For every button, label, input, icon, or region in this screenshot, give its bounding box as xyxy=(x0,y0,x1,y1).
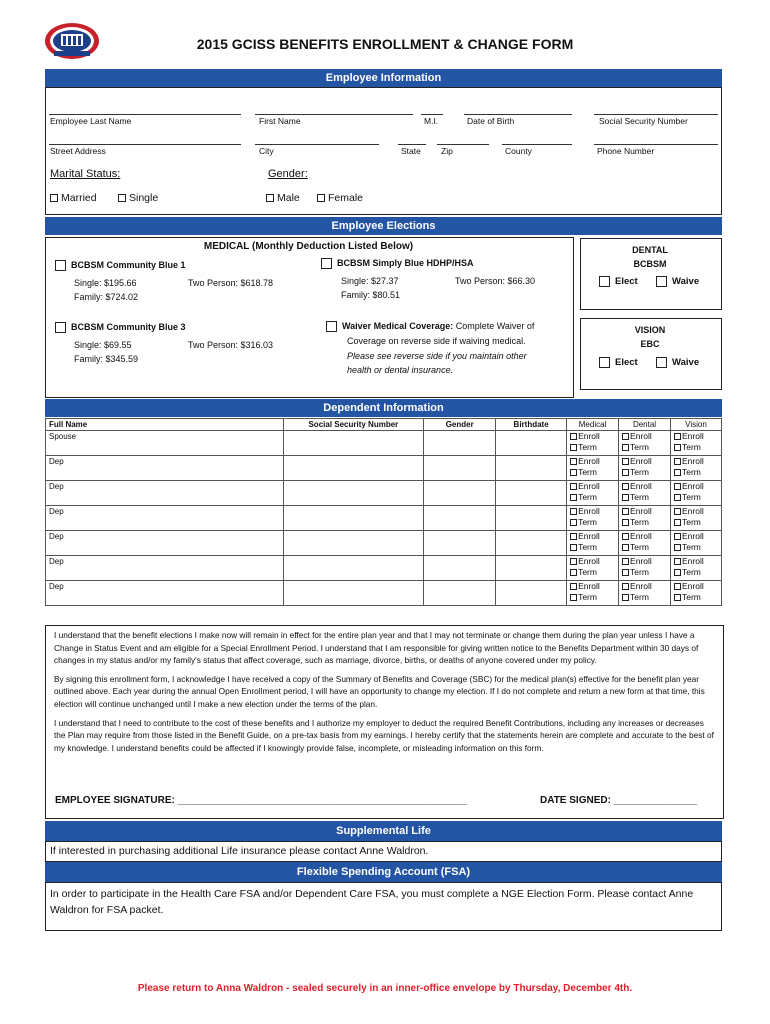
term-option[interactable]: Term xyxy=(570,567,615,578)
enroll-option[interactable]: Enroll xyxy=(622,531,667,542)
dependent-birthdate-cell[interactable] xyxy=(496,431,567,456)
enroll-option[interactable]: Enroll xyxy=(622,481,667,492)
checkbox-icon[interactable] xyxy=(622,469,629,476)
plan2-two: Two Person: $66.30 xyxy=(455,276,536,286)
term-option[interactable]: Term xyxy=(674,517,718,528)
supplemental-text: If interested in purchasing additional Life insurance please contact Anne Waldron. xyxy=(50,845,429,857)
vision-elect[interactable]: Elect xyxy=(599,357,638,368)
checkbox-icon[interactable] xyxy=(622,483,629,490)
checkbox-icon[interactable] xyxy=(118,194,126,202)
vision-choice-cell xyxy=(670,506,721,531)
term-option[interactable]: Term xyxy=(570,467,615,478)
term-option[interactable]: Term xyxy=(674,567,718,578)
vision-choice-cell xyxy=(670,431,721,456)
dental-choice-cell xyxy=(619,531,671,556)
vision-choice-cell xyxy=(670,481,721,506)
checkbox-icon[interactable] xyxy=(570,519,577,526)
dependent-ssn-cell[interactable] xyxy=(283,506,424,531)
col-birthdate: Birthdate xyxy=(496,419,567,431)
dependent-name-cell[interactable]: Dep xyxy=(46,556,284,581)
dependent-name-cell[interactable]: Dep xyxy=(46,506,284,531)
dependent-birthdate-cell[interactable] xyxy=(496,506,567,531)
dependent-gender-cell[interactable] xyxy=(424,456,496,481)
medical-choice-cell xyxy=(567,481,619,506)
checkbox-icon[interactable] xyxy=(656,357,667,368)
vision-sub: EBC xyxy=(640,339,660,349)
checkbox-icon[interactable] xyxy=(622,533,629,540)
checkbox-icon[interactable] xyxy=(674,433,681,440)
enroll-option[interactable]: Enroll xyxy=(674,431,718,442)
plan-community-blue-3[interactable]: BCBSM Community Blue 3 xyxy=(55,322,186,333)
checkbox-icon[interactable] xyxy=(570,508,577,515)
plan2-single: Single: $27.37 xyxy=(341,276,399,286)
married-option[interactable]: Married xyxy=(50,192,97,204)
term-option[interactable]: Term xyxy=(674,542,718,553)
checkbox-icon[interactable] xyxy=(622,558,629,565)
dependent-gender-cell[interactable] xyxy=(424,481,496,506)
label-phone[interactable]: Phone Number xyxy=(597,146,655,156)
term-option[interactable]: Term xyxy=(622,467,667,478)
enroll-option[interactable]: Enroll xyxy=(570,556,615,567)
dental-elect[interactable]: Elect xyxy=(599,276,638,287)
checkbox-icon[interactable] xyxy=(674,533,681,540)
plan1-two: Two Person: $618.78 xyxy=(188,278,274,288)
medical-choice-cell xyxy=(567,581,619,606)
checkbox-icon[interactable] xyxy=(674,519,681,526)
dependent-birthdate-cell[interactable] xyxy=(496,581,567,606)
dependent-birthdate-cell[interactable] xyxy=(496,481,567,506)
table-row xyxy=(46,481,722,506)
dental-choice-cell xyxy=(619,456,671,481)
checkbox-icon[interactable] xyxy=(326,321,337,332)
plan1-single: Single: $195.66 xyxy=(74,278,137,288)
table-row xyxy=(46,456,722,481)
term-option[interactable]: Term xyxy=(622,592,667,603)
col-vision: Vision xyxy=(670,419,721,431)
col-gender: Gender xyxy=(424,419,496,431)
checkbox-icon[interactable] xyxy=(570,458,577,465)
checkbox-icon[interactable] xyxy=(599,357,610,368)
checkbox-icon[interactable] xyxy=(321,258,332,269)
checkbox-icon[interactable] xyxy=(622,458,629,465)
dependent-ssn-cell[interactable] xyxy=(283,581,424,606)
col-full-name: Full Name xyxy=(46,419,284,431)
enroll-option[interactable]: Enroll xyxy=(622,581,667,592)
dental-waive[interactable]: Waive xyxy=(656,276,699,287)
vision-choice-cell xyxy=(670,556,721,581)
dependent-ssn-cell[interactable] xyxy=(283,556,424,581)
dependent-name-cell[interactable]: Dep xyxy=(46,581,284,606)
employee-elections-heading: Employee Elections xyxy=(45,217,722,235)
checkbox-icon[interactable] xyxy=(50,194,58,202)
checkbox-icon[interactable] xyxy=(570,533,577,540)
enroll-option[interactable]: Enroll xyxy=(674,531,718,542)
checkbox-icon[interactable] xyxy=(622,583,629,590)
dependent-ssn-cell[interactable] xyxy=(283,481,424,506)
checkbox-icon[interactable] xyxy=(599,276,610,287)
dental-choice-cell xyxy=(619,431,671,456)
terms-text xyxy=(54,629,716,760)
checkbox-icon[interactable] xyxy=(674,569,681,576)
medical-title: MEDICAL (Monthly Deduction Listed Below) xyxy=(203,241,414,252)
plan3-two: Two Person: $316.03 xyxy=(188,340,274,350)
checkbox-icon[interactable] xyxy=(674,494,681,501)
dental-choice-cell xyxy=(619,506,671,531)
vision-choice-cell xyxy=(670,456,721,481)
medical-choice-cell xyxy=(567,531,619,556)
employee-signature[interactable]: EMPLOYEE SIGNATURE: ____________________________________________________ xyxy=(55,795,467,806)
dependent-gender-cell[interactable] xyxy=(424,581,496,606)
checkbox-icon[interactable] xyxy=(570,444,577,451)
checkbox-icon[interactable] xyxy=(622,494,629,501)
table-row xyxy=(46,556,722,581)
dependent-birthdate-cell[interactable] xyxy=(496,556,567,581)
checkbox-icon[interactable] xyxy=(674,544,681,551)
label-zip[interactable]: Zip xyxy=(441,146,453,156)
waiver-option[interactable]: Waiver Medical Coverage: Complete Waiver of xyxy=(326,321,534,332)
dependent-name-cell[interactable]: Dep xyxy=(46,456,284,481)
terms-paragraph-1: I understand that the benefit elections I make now will remain in effect for the entire plan year and that I may not terminate or change them during the plan year unless I have a Change in Status Event and am eligible for a Special Enrollment Period. I understand that I am responsible for giving written notice to the Benefits Department within 30 days of changes in my status and/or my family's status that affect coverage, such as marriage, divorce, births, or deaths of anyone covered under my policy. xyxy=(54,630,699,666)
term-option[interactable]: Term xyxy=(622,442,667,453)
dependent-name-cell[interactable]: Dep xyxy=(46,481,284,506)
checkbox-icon[interactable] xyxy=(622,508,629,515)
enroll-option[interactable]: Enroll xyxy=(570,481,615,492)
checkbox-icon[interactable] xyxy=(622,544,629,551)
medical-choice-cell xyxy=(567,506,619,531)
marital-status-label: Marital Status: xyxy=(50,168,121,180)
table-row xyxy=(46,581,722,606)
dependent-info-heading: Dependent Information xyxy=(45,399,722,417)
checkbox-icon[interactable] xyxy=(55,322,66,333)
dependent-ssn-cell[interactable] xyxy=(283,431,424,456)
checkbox-icon[interactable] xyxy=(622,444,629,451)
male-option[interactable]: Male xyxy=(266,192,300,204)
dependent-gender-cell[interactable] xyxy=(424,531,496,556)
checkbox-icon[interactable] xyxy=(266,194,274,202)
checkbox-icon[interactable] xyxy=(570,494,577,501)
dental-choice-cell xyxy=(619,581,671,606)
single-option[interactable]: Single xyxy=(118,192,158,204)
checkbox-icon[interactable] xyxy=(622,519,629,526)
dependent-birthdate-cell[interactable] xyxy=(496,456,567,481)
dependent-gender-cell[interactable] xyxy=(424,556,496,581)
label-last-name[interactable]: Employee Last Name xyxy=(50,116,132,126)
date-signed[interactable]: DATE SIGNED: _______________ xyxy=(540,795,698,806)
checkbox-icon[interactable] xyxy=(570,594,577,601)
checkbox-icon[interactable] xyxy=(674,558,681,565)
label-mi[interactable]: M.I. xyxy=(424,116,439,126)
term-option[interactable]: Term xyxy=(622,492,667,503)
label-county[interactable]: County xyxy=(505,146,532,156)
label-state[interactable]: State xyxy=(401,146,421,156)
enroll-option[interactable]: Enroll xyxy=(622,456,667,467)
checkbox-icon[interactable] xyxy=(674,583,681,590)
dependent-name-cell[interactable]: Spouse xyxy=(46,431,284,456)
employee-info-heading: Employee Information xyxy=(45,69,722,87)
enroll-option[interactable]: Enroll xyxy=(674,556,718,567)
checkbox-icon[interactable] xyxy=(622,569,629,576)
term-option[interactable]: Term xyxy=(570,517,615,528)
waiver-note-1: Please see reverse side if you maintain other xyxy=(347,351,527,361)
plan1-family: Family: $724.02 xyxy=(74,292,139,302)
enroll-option[interactable]: Enroll xyxy=(674,506,718,517)
plan2-family: Family: $80.51 xyxy=(341,290,401,300)
dependent-table xyxy=(45,418,722,606)
checkbox-icon[interactable] xyxy=(674,458,681,465)
dental-choice-cell xyxy=(619,556,671,581)
dental-sub: BCBSM xyxy=(633,259,667,269)
checkbox-icon[interactable] xyxy=(656,276,667,287)
dental-title: DENTAL xyxy=(632,245,668,255)
label-city[interactable]: City xyxy=(259,146,274,156)
female-option[interactable]: Female xyxy=(317,192,363,204)
page-title: 2015 GCISS BENEFITS ENROLLMENT & CHANGE FORM xyxy=(196,36,574,52)
col-ssn: Social Security Number xyxy=(283,419,424,431)
dependent-ssn-cell[interactable] xyxy=(283,456,424,481)
enroll-option[interactable]: Enroll xyxy=(622,431,667,442)
enroll-option[interactable]: Enroll xyxy=(570,456,615,467)
dependent-gender-cell[interactable] xyxy=(424,431,496,456)
dental-choice-cell xyxy=(619,481,671,506)
waiver-text: Coverage on reverse side if waiving medical. xyxy=(347,336,526,346)
plan3-single: Single: $69.55 xyxy=(74,340,132,350)
term-option[interactable]: Term xyxy=(674,467,718,478)
checkbox-icon[interactable] xyxy=(622,433,629,440)
checkbox-icon[interactable] xyxy=(570,569,577,576)
label-street[interactable]: Street Address xyxy=(50,146,106,156)
term-option[interactable]: Term xyxy=(674,492,718,503)
vision-choice-cell xyxy=(670,531,721,556)
term-option[interactable]: Term xyxy=(570,542,615,553)
term-option[interactable]: Term xyxy=(622,542,667,553)
checkbox-icon[interactable] xyxy=(674,483,681,490)
dependent-name-cell[interactable]: Dep xyxy=(46,531,284,556)
medical-choice-cell xyxy=(567,556,619,581)
vision-title: VISION xyxy=(634,325,666,335)
label-dob[interactable]: Date of Birth xyxy=(467,116,515,126)
enroll-option[interactable]: Enroll xyxy=(622,556,667,567)
terms-paragraph-2: By signing this enrollment form, I acknowledge I have received a copy of the Summary of Benefits and Coverage (SBC) for the medical plan(s) effective for the benefit plan year outlined above. Each year during the annual Open Enrollment period, I will have an opportunity to change my election. If I do not complete and return a new form at that time, this election will continue unchanged until I make a new election under the terms of the plan. xyxy=(54,673,705,709)
enroll-option[interactable]: Enroll xyxy=(674,456,718,467)
checkbox-icon[interactable] xyxy=(674,444,681,451)
term-option[interactable]: Term xyxy=(570,592,615,603)
plan3-family: Family: $345.59 xyxy=(74,354,139,364)
terms-paragraph-3: I understand that I need to contribute to the cost of these benefits and I authorize my employer to deduct the required Benefit Contributions, including any increases or decreases the Plan may require from those listed in the Benefit Guide, on a pre-tax basis from my earnings. I hereby certify that the statements herein are complete and accurate to the best of my knowledge. I understand benefits could be affected if I knowingly provide false, incomplete, or misleading information on this form. xyxy=(54,717,714,753)
medical-choice-cell xyxy=(567,431,619,456)
enroll-option[interactable]: Enroll xyxy=(570,431,615,442)
col-dental: Dental xyxy=(619,419,671,431)
dependent-birthdate-cell[interactable] xyxy=(496,531,567,556)
checkbox-icon[interactable] xyxy=(55,260,66,271)
term-option[interactable]: Term xyxy=(622,567,667,578)
label-first-name[interactable]: First Name xyxy=(259,116,301,126)
checkbox-icon[interactable] xyxy=(570,558,577,565)
term-option[interactable]: Term xyxy=(674,442,718,453)
checkbox-icon[interactable] xyxy=(674,594,681,601)
checkbox-icon[interactable] xyxy=(570,583,577,590)
checkbox-icon[interactable] xyxy=(622,594,629,601)
vision-choice-cell xyxy=(670,581,721,606)
table-row xyxy=(46,531,722,556)
enroll-option[interactable]: Enroll xyxy=(570,506,615,517)
medical-choice-cell xyxy=(567,456,619,481)
supplemental-life-heading: Supplemental Life xyxy=(45,821,722,841)
checkbox-icon[interactable] xyxy=(674,508,681,515)
checkbox-icon[interactable] xyxy=(570,433,577,440)
vision-waive[interactable]: Waive xyxy=(656,357,699,368)
term-option[interactable]: Term xyxy=(674,592,718,603)
checkbox-icon[interactable] xyxy=(570,544,577,551)
fsa-text: In order to participate in the Health Care FSA and/or Dependent Care FSA, you must complete a NGE Election Form. Please contact Anne Waldron for FSA packet. xyxy=(50,888,694,916)
dependent-gender-cell[interactable] xyxy=(424,506,496,531)
checkbox-icon[interactable] xyxy=(570,483,577,490)
enroll-option[interactable]: Enroll xyxy=(622,506,667,517)
gender-label: Gender: xyxy=(268,168,308,180)
checkbox-icon[interactable] xyxy=(317,194,325,202)
term-option[interactable]: Term xyxy=(622,517,667,528)
plan-simply-blue-hdhp[interactable]: BCBSM Simply Blue HDHP/HSA xyxy=(321,258,474,269)
return-note: Please return to Anna Waldron - sealed securely in an inner-office envelope by Thursday, December 4th. xyxy=(137,983,633,994)
term-option[interactable]: Term xyxy=(570,492,615,503)
table-row xyxy=(46,506,722,531)
plan-community-blue-1[interactable]: BCBSM Community Blue 1 xyxy=(55,260,186,271)
term-option[interactable]: Term xyxy=(570,442,615,453)
enroll-option[interactable]: Enroll xyxy=(570,581,615,592)
col-medical: Medical xyxy=(567,419,619,431)
dependent-ssn-cell[interactable] xyxy=(283,531,424,556)
checkbox-icon[interactable] xyxy=(674,469,681,476)
checkbox-icon[interactable] xyxy=(570,469,577,476)
enroll-option[interactable]: Enroll xyxy=(570,531,615,542)
fsa-heading: Flexible Spending Account (FSA) xyxy=(45,862,722,882)
waiver-note-2: health or dental insurance. xyxy=(347,365,454,375)
label-ssn[interactable]: Social Security Number xyxy=(599,116,688,126)
enroll-option[interactable]: Enroll xyxy=(674,481,718,492)
table-row xyxy=(46,431,722,456)
enroll-option[interactable]: Enroll xyxy=(674,581,718,592)
